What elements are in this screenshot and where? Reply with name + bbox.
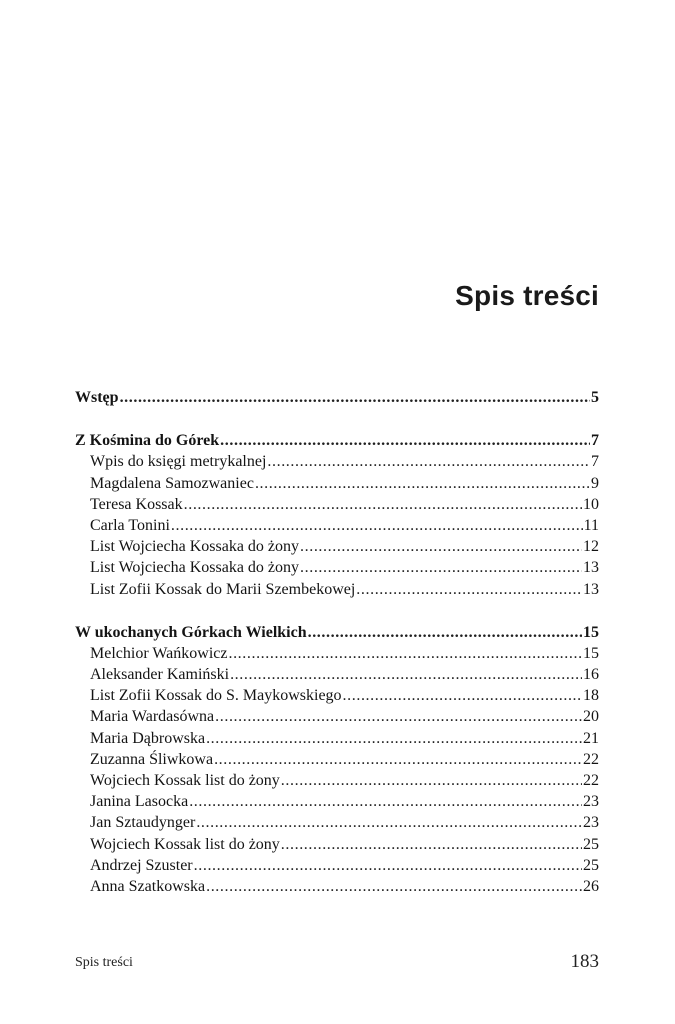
toc-entry-label: Wojciech Kossak list do żony [90, 835, 280, 853]
toc-entry [75, 834, 599, 855]
dot-leader [214, 749, 582, 770]
toc-entry-label: Zuzanna Śliwkowa [90, 750, 214, 768]
dot-leader [308, 622, 582, 643]
toc-entry [75, 579, 599, 600]
toc-entry-page: 16 [583, 666, 599, 684]
toc-entry-label: Carla Tonini [90, 516, 170, 534]
toc-section-heading [75, 387, 599, 408]
toc-entry [75, 557, 599, 578]
toc-section-heading [75, 622, 599, 643]
dot-leader [194, 855, 582, 876]
dot-leader [300, 557, 582, 578]
toc-entry [75, 876, 599, 897]
dot-leader [255, 473, 590, 494]
toc-entry [75, 791, 599, 812]
toc-section-wstep [75, 387, 599, 408]
toc-entry-label: Teresa Kossak [90, 495, 183, 513]
toc-entry-page: 11 [583, 516, 599, 534]
toc-entry-label: List Wojciecha Kossaka do żony [90, 559, 300, 577]
toc-heading-page: 5 [591, 389, 599, 406]
toc-entry-page: 23 [583, 814, 599, 832]
toc-entry [75, 685, 599, 706]
toc-entry-page: 13 [583, 559, 599, 577]
toc-entry-page: 26 [583, 877, 599, 895]
dot-leader [230, 664, 582, 685]
toc-entry-page: 22 [583, 750, 599, 768]
dot-leader [356, 579, 582, 600]
page-number: 183 [570, 951, 599, 972]
toc-entry-page: 9 [591, 474, 599, 492]
toc-entry-label: Magdalena Samozwaniec [90, 474, 254, 492]
dot-leader [228, 643, 582, 664]
toc-entry-label: Maria Dąbrowska [90, 729, 206, 747]
toc-entry-page: 18 [583, 687, 599, 705]
toc-entry [75, 643, 599, 664]
dot-leader [220, 430, 590, 451]
toc-entry-label: Maria Wardasówna [90, 708, 215, 726]
dot-leader [206, 728, 582, 749]
dot-leader [215, 706, 582, 727]
toc-entry-page: 12 [583, 538, 599, 556]
toc-entry [75, 812, 599, 833]
page-title: Spis treści [455, 280, 599, 311]
toc-entry [75, 664, 599, 685]
toc-entry-page: 25 [583, 835, 599, 853]
toc-heading-label: W ukochanych Górkach Wielkich [75, 623, 307, 641]
toc-entry-page: 22 [583, 772, 599, 789]
toc-entry [75, 494, 599, 515]
toc-entry-label: Janina Lasocka [90, 793, 189, 811]
toc-section-gorki-wielkie [75, 622, 599, 897]
toc-entry [75, 536, 599, 557]
dot-leader [267, 451, 590, 472]
toc-entry-label: Anna Szatkowska [90, 877, 206, 895]
toc-entry-page: 25 [583, 856, 599, 874]
toc-entry-page: 20 [583, 708, 599, 726]
toc-entry-page: 23 [583, 793, 599, 811]
toc-entry [75, 749, 599, 770]
toc-entry-label: Aleksander Kamiński [90, 666, 230, 684]
dot-leader [196, 812, 582, 833]
toc-entry-page: 10 [583, 495, 599, 513]
toc-heading-page: 15 [583, 623, 599, 641]
toc-entry-label: Melchior Wańkowicz [90, 644, 228, 662]
toc-entry-label: Jan Sztaudynger [90, 814, 196, 832]
toc-heading-label: Z Kośmina do Górek [75, 432, 220, 450]
toc-section-heading [75, 430, 599, 451]
dot-leader [120, 387, 590, 408]
toc-entry [75, 451, 599, 472]
toc-section-z-kosmina [75, 430, 599, 600]
dot-leader [281, 770, 582, 791]
toc-entry-page: 13 [583, 580, 599, 598]
toc-entry-page: 15 [583, 644, 599, 662]
toc-entry-label: Wpis do księgi metrykalnej [90, 453, 267, 471]
dot-leader [206, 876, 582, 897]
toc-entry-page: 21 [583, 729, 599, 747]
toc-entry-label: List Zofii Kossak do S. Maykowskiego [90, 687, 342, 705]
toc-entry [75, 473, 599, 494]
toc-entry-page: 7 [591, 453, 599, 471]
dot-leader [343, 685, 582, 706]
dot-leader [189, 791, 582, 812]
toc-entry-label: Andrzej Szuster [90, 856, 193, 874]
toc-heading-label: Wstęp [75, 389, 119, 406]
toc-heading-page: 7 [591, 432, 599, 450]
toc-entry [75, 515, 599, 536]
toc-entry [75, 728, 599, 749]
toc-entry [75, 855, 599, 876]
running-footer-title: Spis treści [75, 955, 133, 970]
toc-entry-label: Wojciech Kossak list do żony [90, 772, 280, 789]
dot-leader [184, 494, 582, 515]
table-of-contents [75, 387, 599, 919]
dot-leader [171, 515, 583, 536]
toc-entry-label: List Wojciecha Kossaka do żony [90, 538, 300, 556]
dot-leader [300, 536, 582, 557]
dot-leader [281, 834, 582, 855]
toc-entry [75, 770, 599, 791]
toc-entry-label: List Zofii Kossak do Marii Szembekowej [90, 580, 356, 598]
toc-entry [75, 706, 599, 727]
